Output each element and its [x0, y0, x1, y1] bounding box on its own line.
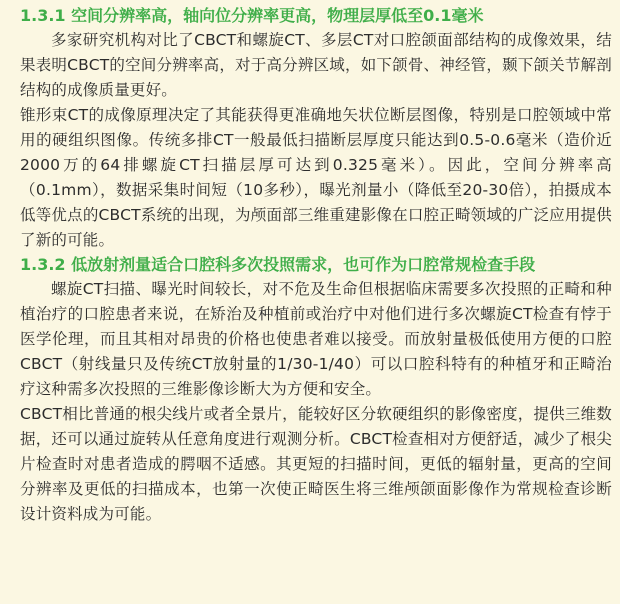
section-heading-1-3-1: 1.3.1 空间分辨率高，轴向位分辨率更高，物理层厚低至0.1毫米 [20, 6, 484, 25]
paragraph-1-3-2-a: 螺旋CT扫描、曝光时间较长，对不危及生命但根据临床需要多次投照的正畸和种植治疗的口腔患者来说，在矫治及种植前或治疗中对他们进行多次螺旋CT检查有悖于医学伦理，而且其相对昂贵的价格也使患者难以接受。而放射量极低使用方便的口腔CBCT（射线量只及传统CT放射量的1/30-1/40）可以口腔科特有的种植牙和正畸治疗这种需多次投照的三维影像诊断大为方便和安全。 [20, 280, 612, 398]
paragraph-1-3-2-b: CBCT相比普通的根尖线片或者全景片，能较好区分软硬组织的影像密度，提供三维数据，还可以通过旋转从任意角度进行观测分析。CBCT检查相对方便舒适，减少了根尖片检查时对患者造成的腭咽不适感。其更短的扫描时间，更低的辐射量，更高的空间分辨率及更低的扫描成本，也第一次使正畸医生将三维颅颌面影像作为常规检查诊断设计资料成为可能。 [20, 405, 612, 523]
paragraph-1-3-1-a: 多家研究机构对比了CBCT和螺旋CT、多层CT对口腔颌面部结构的成像效果，结果表明CBCT的空间分辨率高，对于高分辨区域，如下颌骨、神经管，颞下颌关节解剖结构的成像质量更好。 [20, 31, 612, 99]
paragraph-1-3-1-b: 锥形束CT的成像原理决定了其能获得更准确地矢状位断层图像，特别是口腔领域中常用的硬组织图像。传统多排CT一般最低扫描断层厚度只能达到0.5-0.6毫米（造价近2000万的64排螺旋CT扫描层厚可达到0.325毫米）。因此，空间分辨率高（0.1mm），数据采集时间短（10多秒），曝光剂量小（降低至20-30倍），拍摄成本低等优点的CBCT系统的出现，为颅面部三维重建影像在口腔正畸领域的广泛应用提供了新的可能。 [20, 106, 612, 249]
section-heading-1-3-2: 1.3.2 低放射剂量适合口腔科多次投照需求，也可作为口腔常规检查手段 [20, 255, 536, 274]
